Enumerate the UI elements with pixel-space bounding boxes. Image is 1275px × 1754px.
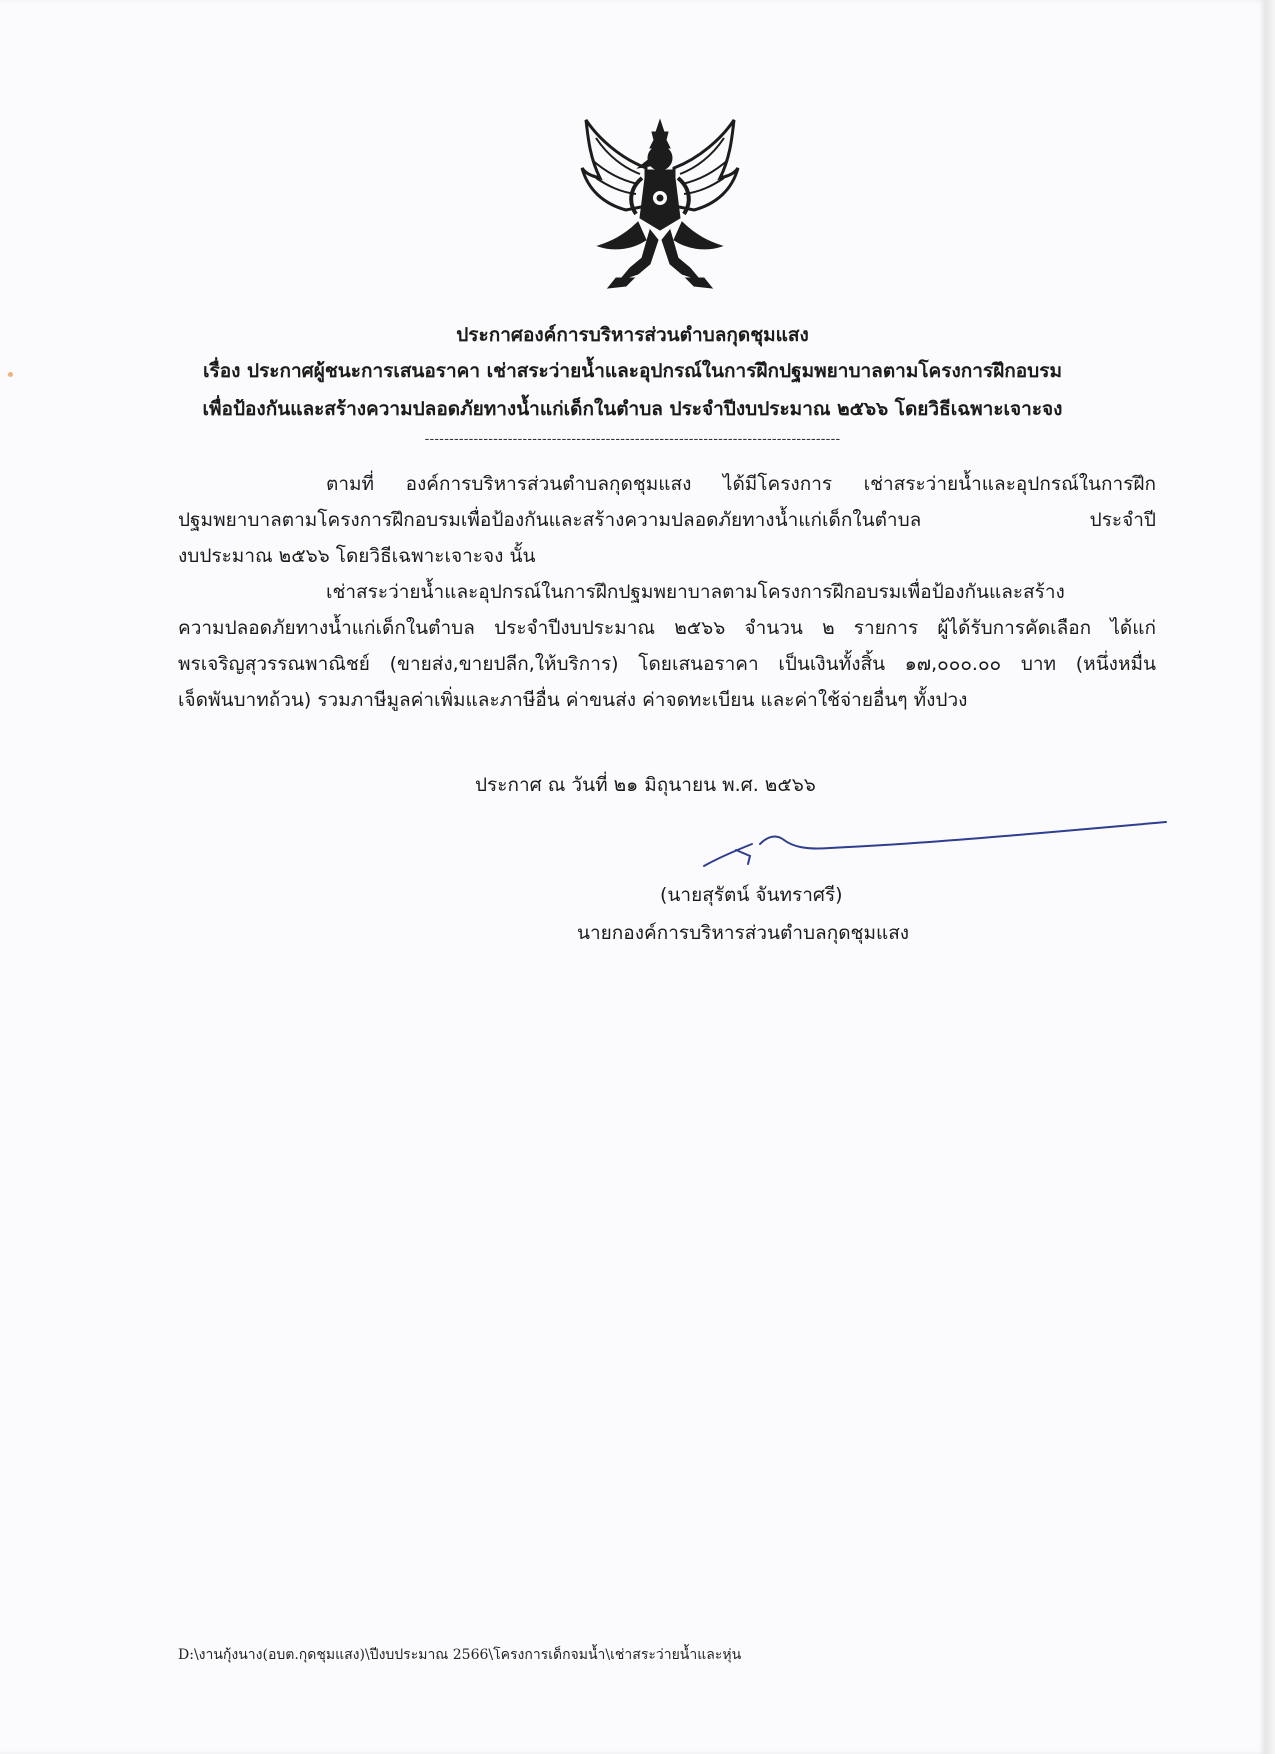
page-edge [1265, 0, 1275, 1754]
paragraph-1-line: ตามที่ องค์การบริหารส่วนตำบลกุดชุมแสง ได้มีโครงการ เช่าสระว่ายน้ำและอุปกรณ์ในการฝึก [326, 473, 1156, 495]
separator-line: ------------------------------------------------------------------------------------- [424, 432, 841, 447]
paragraph-2-line: เจ็ดพันบาทถ้วน) รวมภาษีมูลค่าเพิ่มและภาษีอื่น ค่าขนส่ง ค่าจดทะเบียน และค่าใช้จ่ายอื่นๆ ทั้งปวง [178, 689, 968, 711]
announcement-subject-line-1: เรื่อง ประกาศผู้ชนะการเสนอราคา เช่าสระว่ายน้ำและอุปกรณ์ในการฝึกปฐมพยาบาลตามโครงการฝึกอบรม [203, 360, 1062, 382]
signer-name: (นายสุรัตน์ จันทราศรี) [660, 884, 843, 906]
paragraph-1-line: ปฐมพยาบาลตามโครงการฝึกอบรมเพื่อป้องกันและสร้างความปลอดภัยทางน้ำแก่เด็กในตำบล ประจำปี [178, 509, 1156, 531]
file-path-footer: D:\งานกุ้งนาง(อบต.กุดชุมแสง)\ปีงบประมาณ 2566\โครงการเด็กจมน้ำ\เช่าสระว่ายน้ำและหุ่น [178, 1647, 742, 1663]
paragraph-1 [178, 466, 1156, 574]
paragraph-2-line: ความปลอดภัยทางน้ำแก่เด็กในตำบล ประจำปีงบประมาณ ๒๕๖๖ จำนวน ๒ รายการ ผู้ได้รับการคัดเลือก ได้แก่ [178, 617, 1156, 639]
signer-position: นายกองค์การบริหารส่วนตำบลกุดชุมแสง [577, 922, 910, 944]
announcement-subject-line-2: เพื่อป้องกันและสร้างความปลอดภัยทางน้ำแก่เด็กในตำบล ประจำปีงบประมาณ ๒๕๖๖ โดยวิธีเฉพาะเจาะจง [202, 398, 1063, 420]
announcement-title: ประกาศองค์การบริหารส่วนตำบลกุดชุมแสง [456, 324, 809, 346]
handwritten-signature [700, 810, 1170, 870]
garuda-emblem-icon [580, 118, 740, 290]
paragraph-2 [178, 574, 1156, 718]
announcement-date: ประกาศ ณ วันที่ ๒๑ มิถุนายน พ.ศ. ๒๕๖๖ [475, 774, 816, 796]
paragraph-2-line: พรเจริญสุวรรณพาณิชย์ (ขายส่ง,ขายปลีก,ให้บริการ) โดยเสนอราคา เป็นเงินทั้งสิ้น ๑๗,๐๐๐.๐๐ บาท (หนึ่งหมื่น [178, 653, 1156, 675]
paragraph-2-line: เช่าสระว่ายน้ำและอุปกรณ์ในการฝึกปฐมพยาบาลตามโครงการฝึกอบรมเพื่อป้องกันและสร้าง [326, 581, 1065, 603]
paragraph-1-line: งบประมาณ ๒๕๖๖ โดยวิธีเฉพาะเจาะจง นั้น [178, 545, 536, 567]
